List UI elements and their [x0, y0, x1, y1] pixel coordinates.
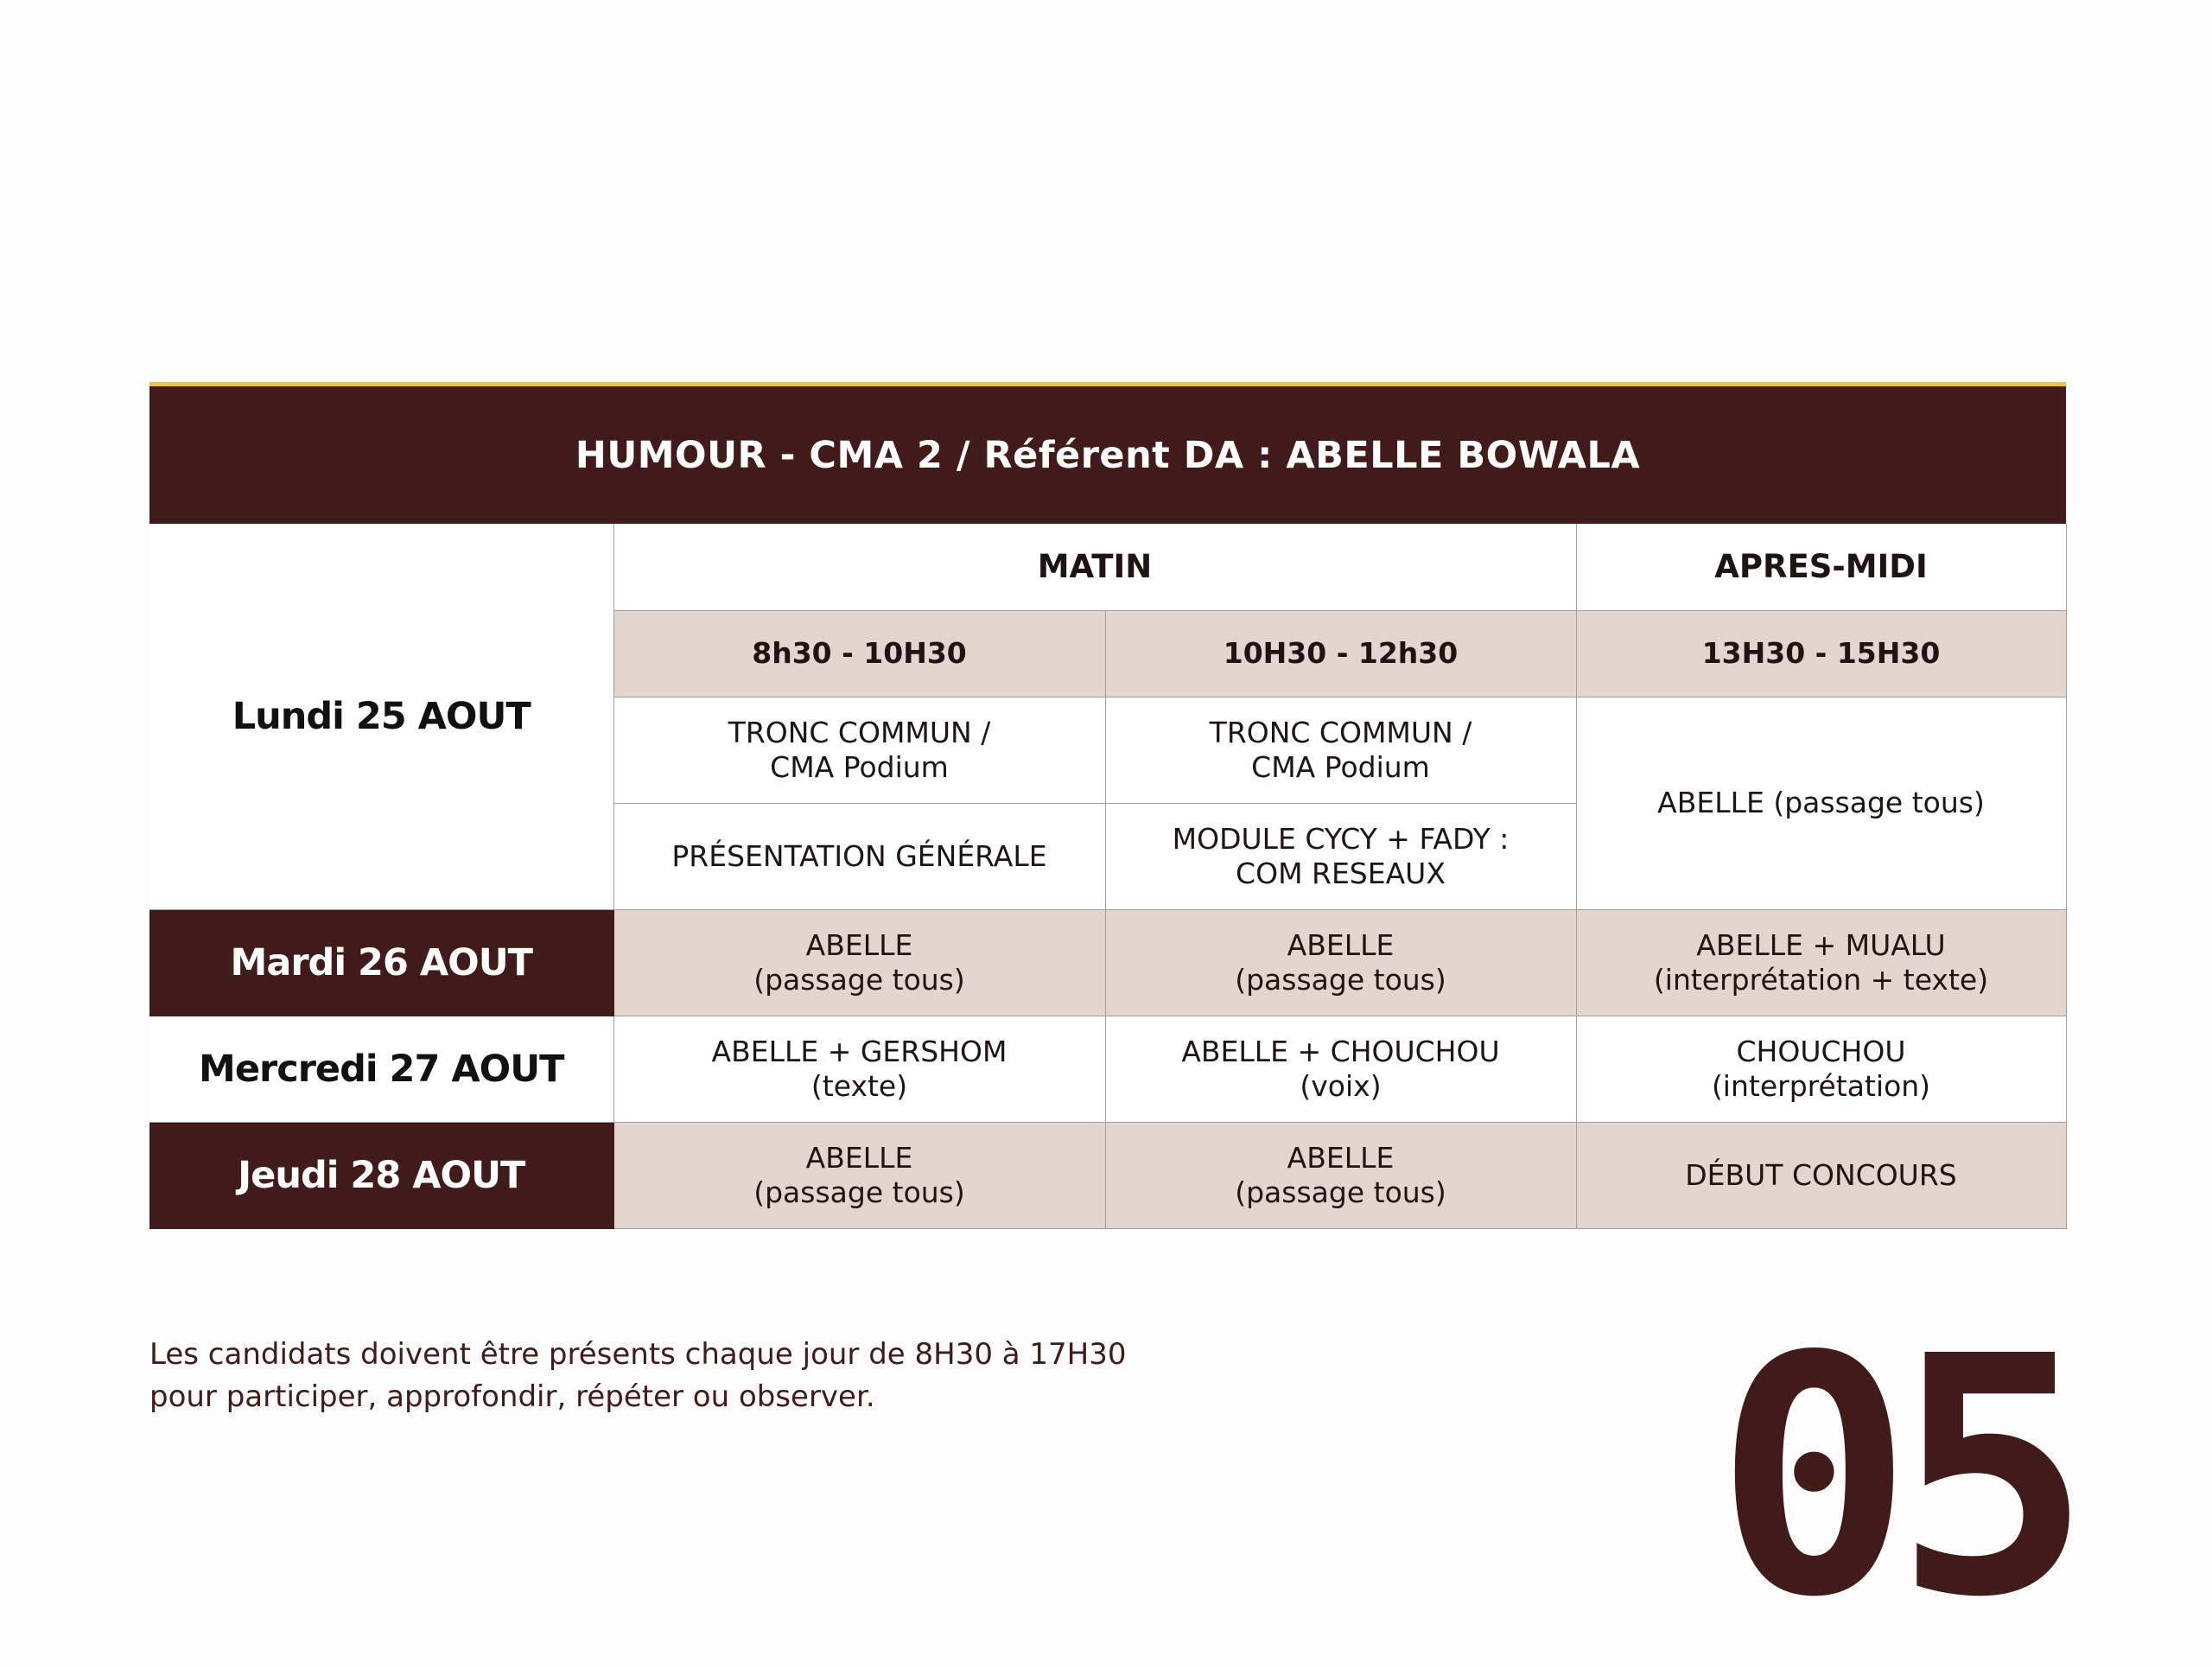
thursday-slot2-cell: [1105, 1122, 1576, 1228]
time-slot-3: 13H30 - 15H30: [1576, 610, 2066, 697]
wednesday-slot1-cell: [613, 1016, 1105, 1122]
day-label-thursday: Jeudi 28 AOUT: [149, 1122, 613, 1228]
monday-slot1-cell-a: [613, 697, 1105, 803]
day-label-tuesday: Mardi 26 AOUT: [149, 909, 613, 1016]
period-afternoon: APRES-MIDI: [1576, 524, 2066, 610]
thursday-row: [149, 1122, 2066, 1228]
cell-text: ABELLE + GERSHOM (texte): [711, 1034, 1007, 1103]
thursday-slot3-cell: [1576, 1122, 2066, 1228]
attendance-note: [149, 1334, 1186, 1418]
monday-afternoon-cell: [1576, 697, 2066, 909]
cell-text: ABELLE (passage tous): [1657, 786, 1985, 819]
monday-slot2-cell-a: [1105, 697, 1576, 803]
page-number: 05: [1715, 1286, 2073, 1669]
period-header-row: [149, 524, 2066, 610]
cell-text: ABELLE + MUALU (interprétation + texte): [1653, 927, 1989, 997]
wednesday-row: [149, 1016, 2066, 1122]
cell-text: ABELLE + CHOUCHOU (voix): [1181, 1034, 1500, 1103]
cell-text: PRÉSENTATION GÉNÉRALE: [671, 838, 1047, 873]
cell-text: ABELLE (passage tous): [753, 1140, 965, 1209]
wednesday-slot2-cell: [1105, 1016, 1576, 1122]
note-line-1: Les candidats doivent être présents chaque jour de 8H30 à 17H30: [149, 1337, 1127, 1372]
thursday-slot1-cell: [613, 1122, 1105, 1228]
cell-text: MODULE CYCY + FADY : COM RESEAUX: [1172, 821, 1510, 890]
day-label-monday: Lundi 25 AOUT: [149, 524, 613, 909]
monday-slot1-cell-b: [613, 803, 1105, 909]
time-slot-2: 10H30 - 12h30: [1105, 610, 1576, 697]
day-label-wednesday: Mercredi 27 AOUT: [149, 1016, 613, 1122]
schedule-table: [149, 524, 2067, 1229]
wednesday-slot3-cell: [1576, 1016, 2066, 1122]
cell-text: TRONC COMMUN / CMA Podium: [1209, 715, 1472, 784]
period-morning: MATIN: [613, 524, 1576, 610]
tuesday-row: [149, 909, 2066, 1016]
tuesday-slot3-cell: [1576, 909, 2066, 1016]
cell-text: TRONC COMMUN / CMA Podium: [728, 715, 991, 784]
cell-text: DÉBUT CONCOURS: [1685, 1157, 1957, 1192]
cell-text: ABELLE (passage tous): [1235, 1140, 1446, 1209]
monday-slot2-cell-b: [1105, 803, 1576, 909]
cell-text: ABELLE (passage tous): [1235, 927, 1446, 997]
schedule-title: HUMOUR - CMA 2 / Référent DA : ABELLE BOWALA: [149, 386, 2066, 524]
time-slot-1: 8h30 - 10H30: [613, 610, 1105, 697]
note-line-2: pour participer, approfondir, répéter ou observer.: [149, 1379, 875, 1414]
cell-text: CHOUCHOU (interprétation): [1711, 1034, 1931, 1103]
tuesday-slot2-cell: [1105, 909, 1576, 1016]
cell-text: ABELLE (passage tous): [753, 927, 965, 997]
tuesday-slot1-cell: [613, 909, 1105, 1016]
